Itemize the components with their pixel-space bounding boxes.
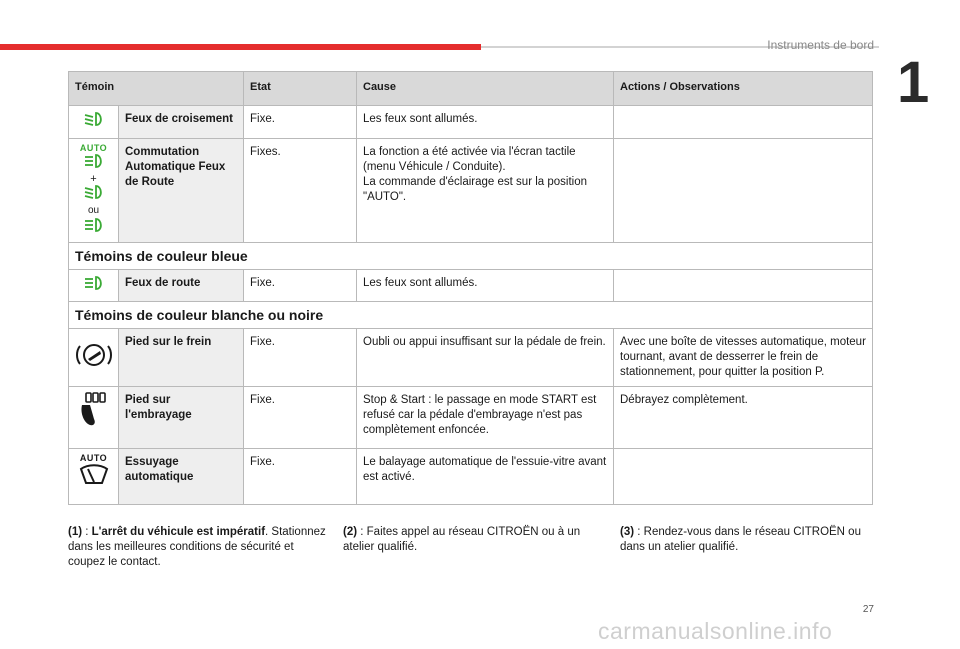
row-name: Pied sur l'embrayage <box>119 387 244 449</box>
table-row <box>69 329 873 387</box>
row-cause: Les feux sont allumés. <box>357 270 614 302</box>
col-temoin: Témoin <box>69 72 244 106</box>
header-red-bar <box>0 44 481 50</box>
row-etat: Fixe. <box>244 329 357 387</box>
row-obs <box>614 106 873 139</box>
row-cause: Les feux sont allumés. <box>357 106 614 139</box>
ou-label: ou <box>87 205 100 216</box>
table-row <box>69 106 873 139</box>
warning-lights-table <box>68 71 873 505</box>
auto-wiper-icon <box>69 449 119 505</box>
section-row-blue <box>69 243 873 270</box>
row-etat: Fixe. <box>244 106 357 139</box>
watermark: carmanualsonline.info <box>598 618 833 644</box>
row-name: Feux de route <box>119 270 244 302</box>
row-name: Commutation Automatique Feux de Route <box>119 139 244 243</box>
col-cause: Cause <box>357 72 614 106</box>
row-cause: Stop & Start : le passage en mode START est refusé car la pédale d'embrayage n'est pas complètement enfoncée. <box>357 387 614 449</box>
clutch-pedal-icon <box>69 387 119 449</box>
table-row <box>69 449 873 505</box>
table-row <box>69 270 873 302</box>
row-cause: La fonction a été activée via l'écran tactile (menu Véhicule / Conduite). La commande d'éclairage est sur la position "AUTO". <box>357 139 614 243</box>
brake-pedal-icon <box>69 329 119 387</box>
chapter-number: 1 <box>897 50 930 115</box>
table-row <box>69 139 873 243</box>
row-name: Pied sur le frein <box>119 329 244 387</box>
col-etat: Etat <box>244 72 357 106</box>
footnote-2-num: (2) <box>343 526 358 538</box>
table-header-row <box>69 72 873 106</box>
auto-label: AUTO <box>79 143 108 153</box>
footnote-2-text: : Faites appel au réseau CITROËN ou à un atelier qualifié. <box>343 526 581 553</box>
row-cause: Le balayage automatique de l'essuie-vitre avant est activé. <box>357 449 614 505</box>
row-obs: Débrayez complètement. <box>614 387 873 449</box>
row-obs <box>614 139 873 243</box>
row-cause: Oubli ou appui insuffisant sur la pédale de frein. <box>357 329 614 387</box>
low-beam-icon <box>69 106 119 139</box>
footnote-1-num: (1) <box>68 526 83 538</box>
section-title-blue: Témoins de couleur bleue <box>69 243 873 270</box>
row-etat: Fixes. <box>244 139 357 243</box>
footnote-1-text: . Stationnez dans les meilleures conditions de sécurité et coupez le contact. <box>68 526 326 568</box>
footnote-3-text: : Rendez-vous dans le réseau CITROËN ou dans un atelier qualifié. <box>620 526 861 553</box>
table-row <box>69 387 873 449</box>
footnote-1: (1) : L'arrêt du véhicule est impératif. Stationnez dans les meilleures conditions de sécurité et coupez le contact. <box>68 526 326 568</box>
high-beam-icon <box>69 270 119 302</box>
section-title: Instruments de bord <box>767 38 874 52</box>
row-etat: Fixe. <box>244 449 357 505</box>
page-number: 27 <box>862 604 874 615</box>
row-etat: Fixe. <box>244 270 357 302</box>
row-name: Feux de croisement <box>119 106 244 139</box>
auto-label: AUTO <box>79 453 108 463</box>
auto-high-beam-icon <box>69 139 119 243</box>
row-etat: Fixe. <box>244 387 357 449</box>
col-actions: Actions / Observations <box>614 72 873 106</box>
row-obs: Avec une boîte de vitesses automatique, moteur tournant, avant de desserrer le frein de stationnement, pour quitter la position P. <box>614 329 873 387</box>
row-name: Essuyage automatique <box>119 449 244 505</box>
section-title-white: Témoins de couleur blanche ou noire <box>69 302 873 329</box>
row-obs <box>614 449 873 505</box>
footnote-1-bold: L'arrêt du véhicule est impératif <box>91 526 266 538</box>
section-row-white <box>69 302 873 329</box>
plus-sign: + <box>90 173 97 185</box>
footnote-3 <box>620 525 880 555</box>
footnote-2 <box>343 525 603 555</box>
footnote-3-num: (3) <box>620 526 635 538</box>
row-obs <box>614 270 873 302</box>
